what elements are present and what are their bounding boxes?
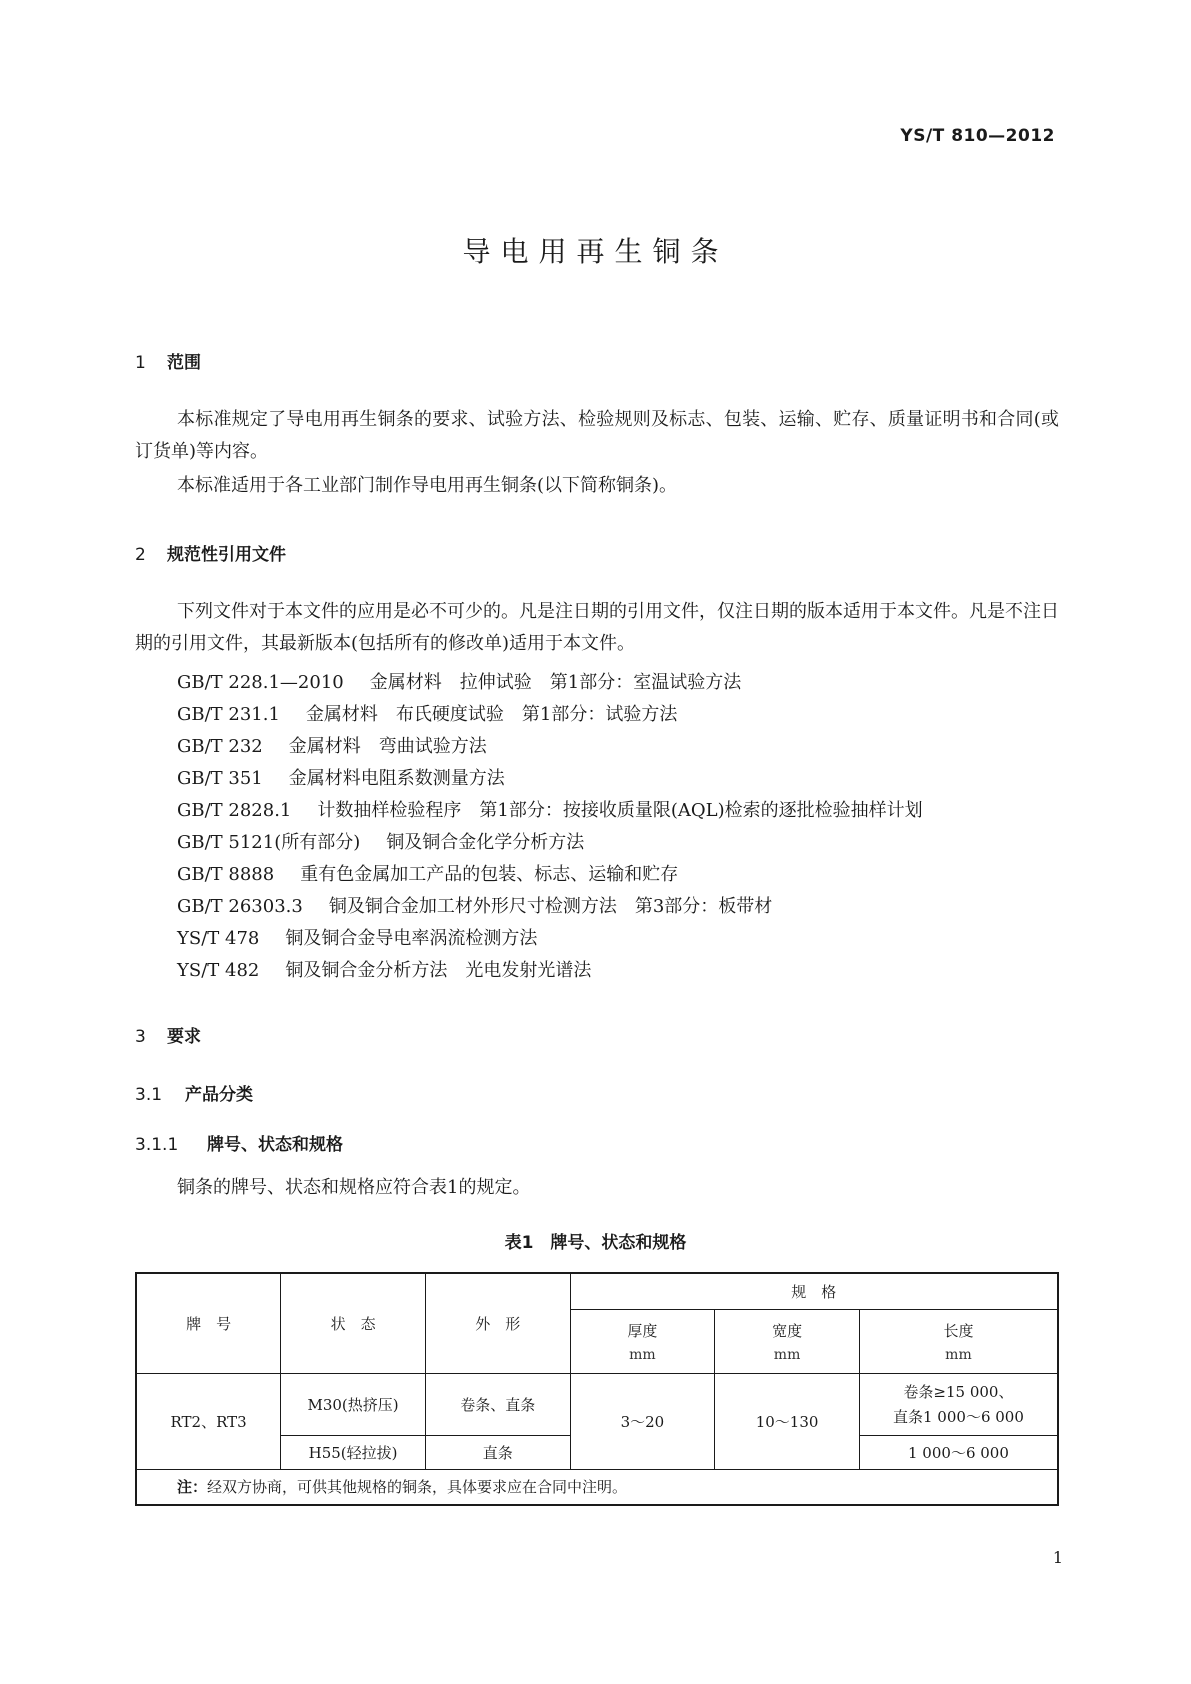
section-3-1-heading <box>135 1080 253 1105</box>
table-caption: 表1 牌号、状态和规格 <box>504 1233 687 1253</box>
reference-item <box>177 796 923 822</box>
reference-item <box>177 732 487 758</box>
cell-length-1: 卷条≥15 000、 直条1 000～6 000 <box>859 1373 1058 1435</box>
reference-item <box>177 956 591 982</box>
cell-temper-h55: H55(轻拉拔) <box>281 1435 426 1469</box>
spec-table <box>135 1272 1059 1506</box>
header-shape: 外 形 <box>425 1273 570 1373</box>
reference-code: GB/T 26303.3 <box>177 896 303 917</box>
section-3-heading <box>135 1022 201 1047</box>
cell-length-2: 1 000～6 000 <box>859 1435 1058 1469</box>
table-note <box>136 1469 1058 1505</box>
section-3-1-1-heading <box>135 1130 343 1155</box>
header-temper: 状 态 <box>281 1273 426 1373</box>
section-1-paragraph-1: 本标准规定了导电用再生铜条的要求、试验方法、检验规则及标志、包装、运输、贮存、质量证明书和合同(或订货单)等内容。 <box>135 409 1059 462</box>
cell-thickness: 3～20 <box>570 1373 715 1469</box>
reference-code: GB/T 228.1—2010 <box>177 672 344 693</box>
cell-shape-2: 直条 <box>425 1435 570 1469</box>
reference-item <box>177 860 678 886</box>
header-grade: 牌 号 <box>136 1273 281 1373</box>
section-number: 3 <box>135 1027 146 1047</box>
section-number: 2 <box>135 545 146 565</box>
header-width: 宽度 mm <box>715 1309 860 1373</box>
reference-code: GB/T 5121(所有部分) <box>177 832 361 853</box>
standard-code: YS/T 810—2012 <box>900 126 1055 146</box>
header-thickness: 厚度 mm <box>570 1309 715 1373</box>
note-text: 经双方协商，可供其他规格的铜条，具体要求应在合同中注明。 <box>207 1478 628 1496</box>
reference-code: GB/T 232 <box>177 736 263 757</box>
section-title: 产品分类 <box>185 1085 253 1105</box>
section-2-intro: 下列文件对于本文件的应用是必不可少的。凡是注日期的引用文件，仅注日期的版本适用于本文件。凡是不注日期的引用文件，其最新版本(包括所有的修改单)适用于本文件。 <box>135 601 1059 654</box>
reference-title: 金属材料 拉伸试验 第1部分：室温试验方法 <box>369 672 742 693</box>
reference-code: YS/T 478 <box>177 928 260 949</box>
reference-code: GB/T 2828.1 <box>177 800 292 821</box>
reference-title: 铜及铜合金分析方法 光电发射光谱法 <box>285 960 592 981</box>
section-title: 牌号、状态和规格 <box>207 1135 343 1155</box>
section-3-body: 铜条的牌号、状态和规格应符合表1的规定。 <box>177 1177 531 1198</box>
reference-item <box>177 668 741 694</box>
page-number: 1 <box>1052 1548 1063 1567</box>
header-length: 长度 mm <box>859 1309 1058 1373</box>
document-title: 导电用再生铜条 <box>462 235 729 268</box>
reference-title: 铜及铜合金化学分析方法 <box>386 832 585 853</box>
section-2-heading <box>135 540 286 565</box>
cell-temper-m30: M30(热挤压) <box>281 1373 426 1435</box>
cell-grade: RT2、RT3 <box>136 1373 281 1469</box>
reference-title: 金属材料电阻系数测量方法 <box>288 768 505 789</box>
reference-item <box>177 828 584 854</box>
section-number: 3.1 <box>135 1085 163 1105</box>
reference-code: YS/T 482 <box>177 960 260 981</box>
section-title: 要求 <box>167 1027 201 1047</box>
cell-width: 10～130 <box>715 1373 860 1469</box>
reference-title: 金属材料 布氏硬度试验 第1部分：试验方法 <box>305 704 678 725</box>
reference-item <box>177 892 772 918</box>
note-label: 注： <box>177 1478 208 1496</box>
reference-code: GB/T 8888 <box>177 864 275 885</box>
section-1-heading <box>135 348 201 373</box>
cell-shape-1: 卷条、直条 <box>425 1373 570 1435</box>
section-title: 范围 <box>167 353 201 373</box>
reference-code: GB/T 351 <box>177 768 263 789</box>
section-title: 规范性引用文件 <box>167 545 286 565</box>
section-number: 3.1.1 <box>135 1135 179 1155</box>
reference-title: 重有色金属加工产品的包装、标志、运输和贮存 <box>300 864 679 885</box>
reference-item <box>177 764 505 790</box>
reference-item <box>177 700 677 726</box>
reference-code: GB/T 231.1 <box>177 704 280 725</box>
reference-item <box>177 924 537 950</box>
reference-title: 计数抽样检验程序 第1部分：按接收质量限(AQL)检索的逐批检验抽样计划 <box>317 800 923 821</box>
reference-title: 铜及铜合金加工材外形尺寸检测方法 第3部分：板带材 <box>328 896 773 917</box>
reference-title: 铜及铜合金导电率涡流检测方法 <box>285 928 538 949</box>
section-number: 1 <box>135 353 146 373</box>
reference-title: 金属材料 弯曲试验方法 <box>288 736 487 757</box>
section-1-paragraph-2: 本标准适用于各工业部门制作导电用再生铜条(以下简称铜条)。 <box>177 475 678 496</box>
header-spec: 规 格 <box>570 1273 1058 1309</box>
